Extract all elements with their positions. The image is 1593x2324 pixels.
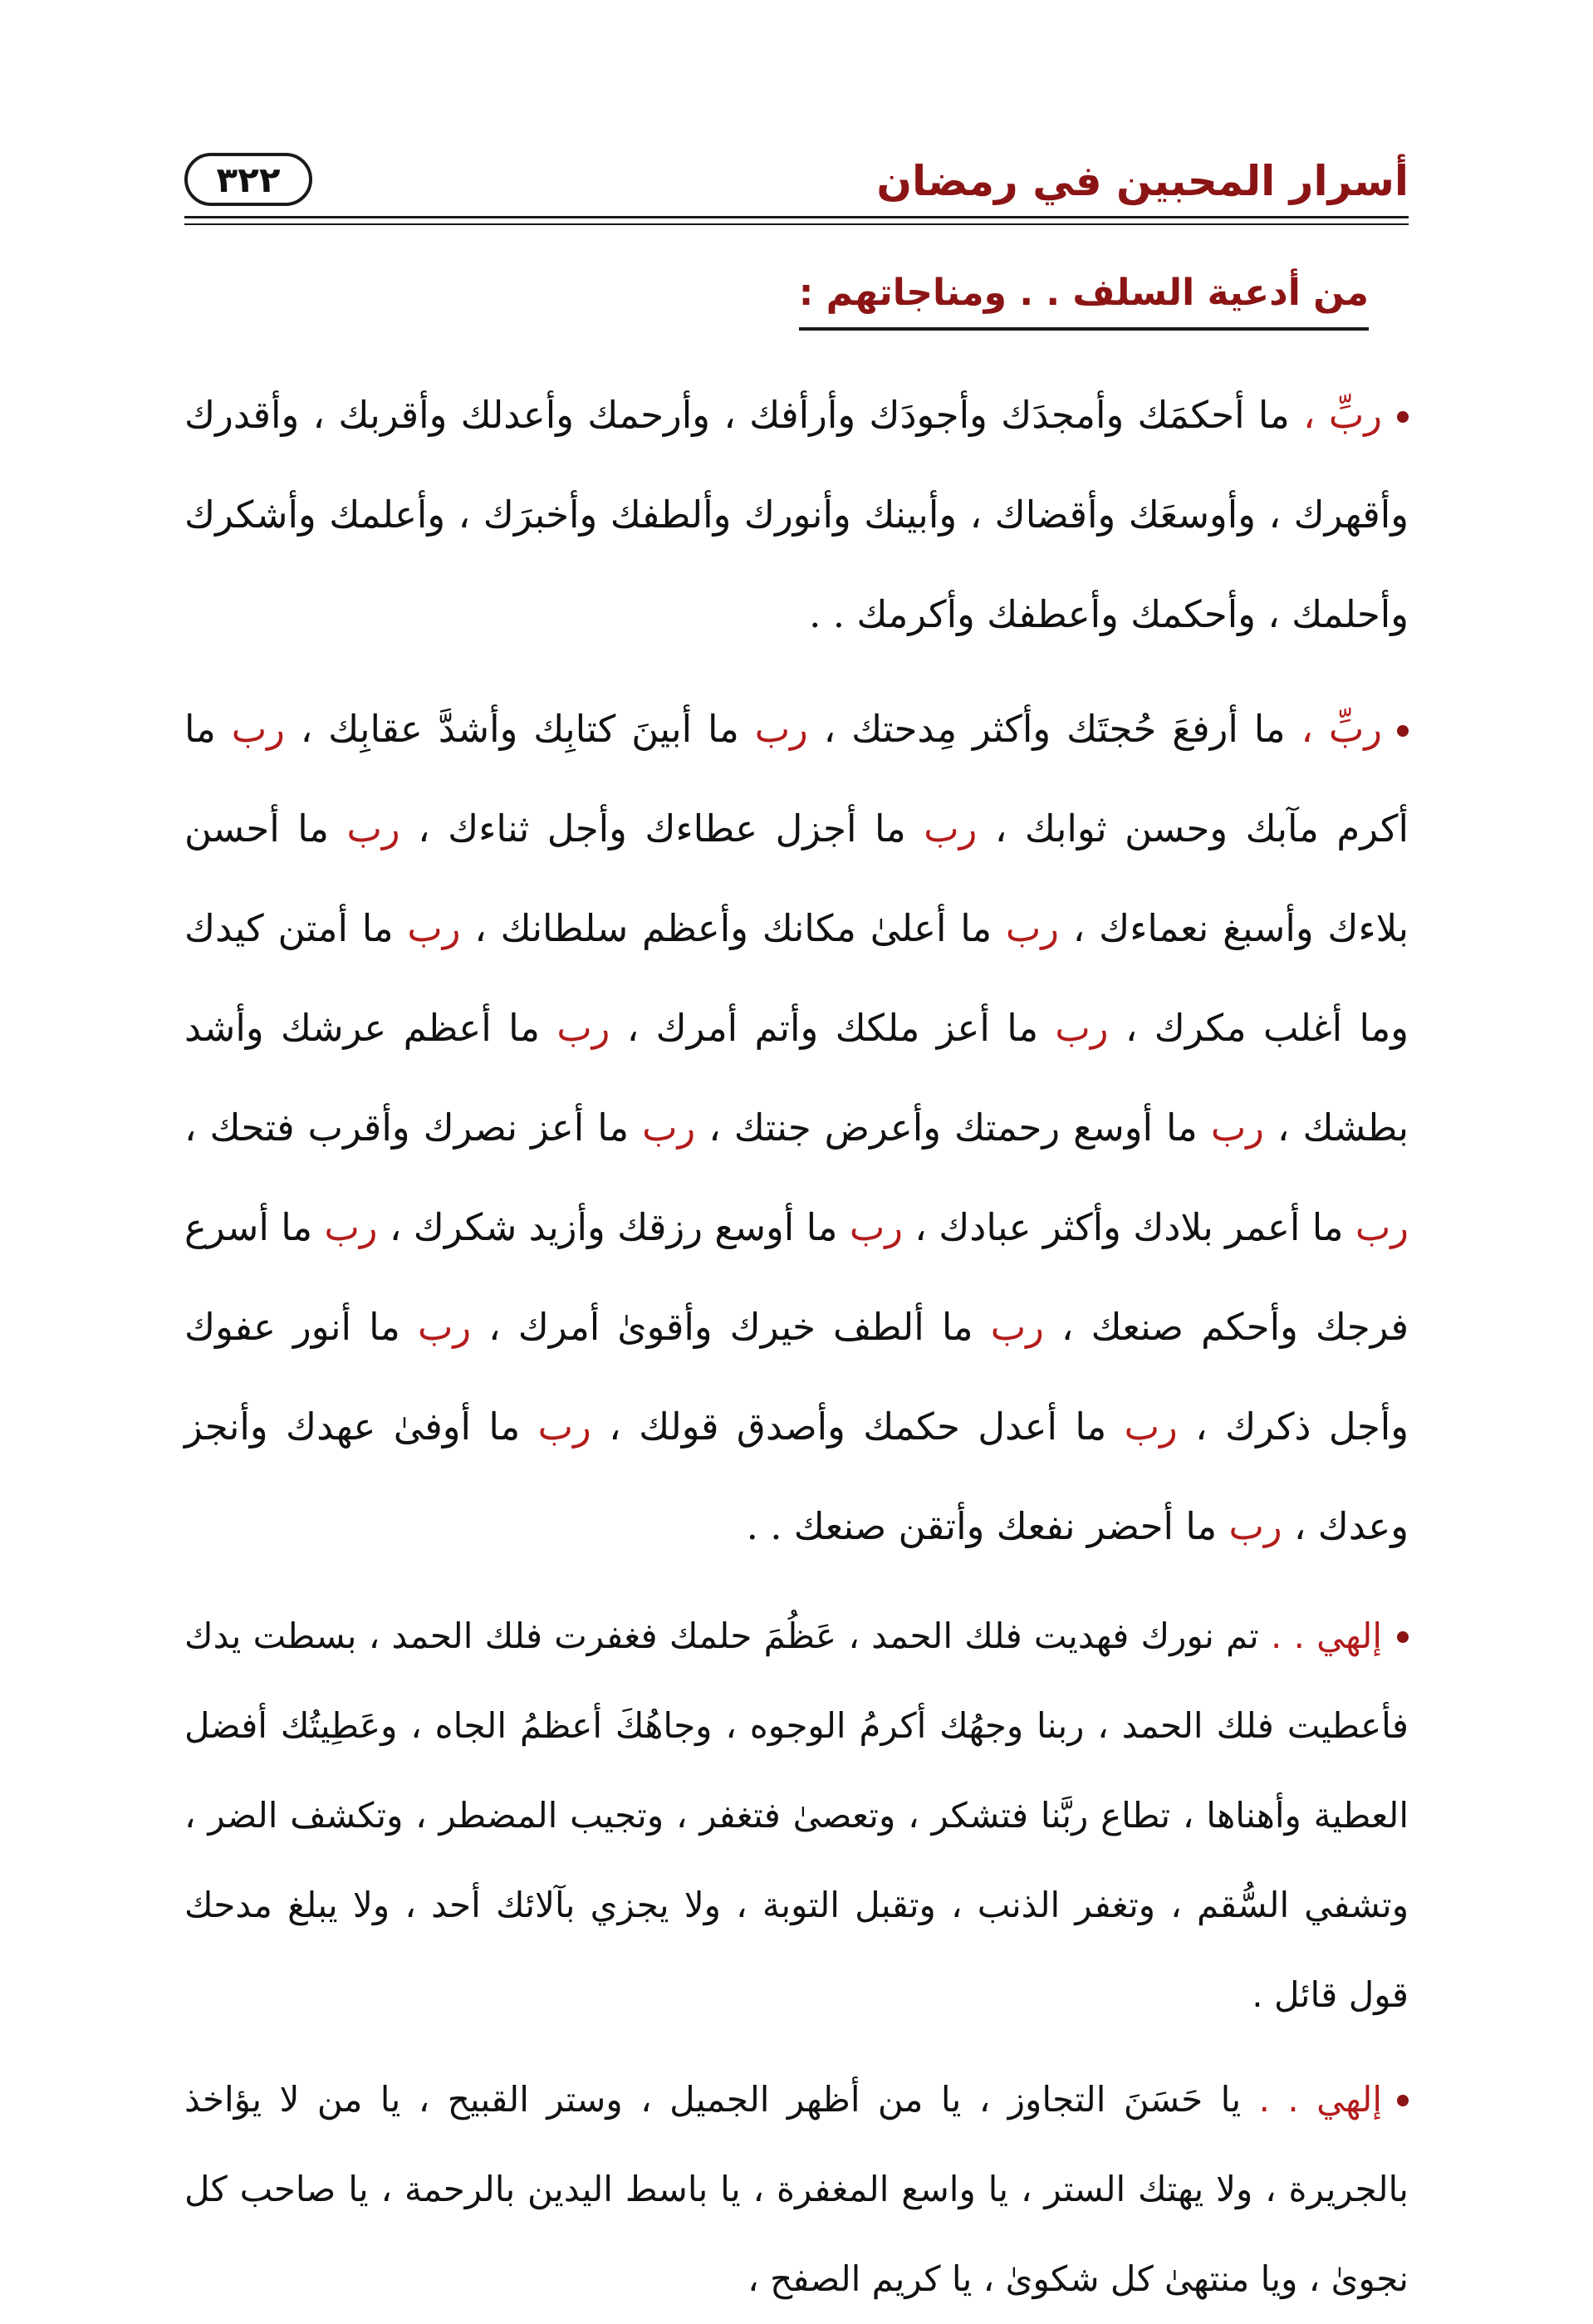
paragraph-4 <box>184 2055 1409 2324</box>
rabb-word: رب <box>1355 1205 1409 1249</box>
rabb-word: رب <box>231 707 285 751</box>
header-rule-thin <box>184 223 1409 225</box>
clause: ما أحضر نفعك وأتقن صنعك . . <box>746 1504 1229 1548</box>
rabb-word: رب <box>1005 906 1059 950</box>
paragraph-2 <box>184 679 1409 1576</box>
clause: ما أعز نصرك وأقرب فتحك ، <box>184 1106 643 1150</box>
clause: ما أعز ملكك وأتم أمرك ، <box>610 1006 1056 1050</box>
page-number: ٣٢٢ <box>184 153 312 206</box>
book-title: أسرار المحبين في رمضان <box>876 157 1409 205</box>
section-heading: من أدعية السلف . . ومناجاتهم : <box>799 264 1369 331</box>
paragraph-1 <box>184 365 1409 664</box>
rabb-word: رب <box>1124 1405 1178 1449</box>
clause: ما أوسع رزقك وأزيد شكرك ، <box>377 1205 850 1249</box>
running-header <box>184 148 1409 231</box>
clause: ما أرفعَ حُجتَك وأكثر مِدحتك ، <box>807 707 1301 751</box>
bullet-icon <box>1397 725 1409 737</box>
bullet-icon <box>1397 411 1409 423</box>
rabb-word: رب <box>849 1205 903 1249</box>
paragraph-lead: إلهي . . <box>1270 1616 1383 1656</box>
clause: ما أعدل حكمك وأصدق قولك ، <box>591 1405 1125 1449</box>
bullet-icon <box>1397 2095 1409 2106</box>
rabb-word: رب <box>1210 1106 1264 1150</box>
clause: ما أعظم عرشك وأشد بطشك ، <box>184 1006 1409 1150</box>
clause: ما أنور عفوك وأجل ذكرك ، <box>184 1305 1409 1449</box>
clause: ما ألطف خيرك وأقوىٰ أمرك ، <box>471 1305 991 1349</box>
rabb-word: رب <box>990 1305 1044 1349</box>
header-rule-thick <box>184 216 1409 218</box>
paragraph-lead: إلهي . . <box>1258 2079 1383 2120</box>
clause: ما أبينَ كتابِك وأشدَّ عقابِك ، <box>284 707 755 751</box>
rabb-word: رب <box>407 906 461 950</box>
clause: ما أسرع فرجك وأحكم صنعك ، <box>184 1205 1409 1349</box>
rabb-word: رب <box>642 1106 696 1150</box>
clause: ما أوسع رحمتك وأعرض جنتك ، <box>695 1106 1211 1150</box>
clause: ما أحسن بلاءك وأسبغ نعماءك ، <box>184 807 1409 950</box>
paragraph-text: تم نورك فهديت فلك الحمد ، عَظُمَ حلمك فغفرت فلك الحمد ، بسطت يدك فأعطيت فلك الحمد ، ربنا وجهُك أكرمُ الوجوه ، وجاهُكَ أعظمُ الجاه ، وعَطِيتُك أفضل العطية وأهناها ، تطاع ربَّنا فتشكر ، وتعصىٰ فتغفر ، وتجيب المضطر ، وتكشف الضر ، وتشفي السُّقم ، وتغفر الذنب ، وتقبل التوبة ، ولا يجزي بآلائك أحد ، ولا يبلغ مدحك قول قائل . <box>184 1616 1409 2015</box>
paragraph-text: ما أحكمَك وأمجدَك وأجودَك وأرأفك ، وأرحمك وأعدلك وأقربك ، وأقدرك وأقهرك ، وأوسعَك وأقضاك ، وأبينك وأنورك وألطفك وأخبرَك ، وأعلمك وأشكرك وأحلمك ، وأحكمك وأعطفك وأكرمك . . <box>184 393 1409 636</box>
clause: ما أعلىٰ مكانك وأعظم سلطانك ، <box>460 906 1006 950</box>
rabb-word: رب <box>324 1205 378 1249</box>
clause: ما أجزل عطاءك وأجل ثناءك ، <box>399 807 924 851</box>
rabb-word: رب <box>537 1405 591 1449</box>
clause: ما أعمر بلادك وأكثر عبادك ، <box>902 1205 1355 1249</box>
paragraph-lead: ربِّ ، <box>1303 393 1382 437</box>
rabb-word: رب <box>346 807 400 851</box>
clause: ما أوفىٰ عهدك وأنجز وعدك ، <box>184 1405 1409 1548</box>
rabb-word: رب <box>418 1305 472 1349</box>
paragraph-text: يا حَسَنَ التجاوز ، يا من أظهر الجميل ، وستر القبيح ، يا من لا يؤاخذ بالجريرة ، ولا يهتك الستر ، يا واسع المغفرة ، يا باسط اليدين بالرحمة ، يا صاحب كل نجوىٰ ، ويا منتهىٰ كل شكوىٰ ، يا كريم الصفح ، <box>184 2079 1409 2299</box>
rabb-word: رب <box>754 707 808 751</box>
bullet-icon <box>1397 1631 1409 1643</box>
rabb-word: رب <box>924 807 978 851</box>
page-body <box>184 365 1409 2299</box>
rabb-word: رب <box>1228 1504 1282 1548</box>
clause: ما أكرم مآبك وحسن ثوابك ، <box>184 707 1409 851</box>
paragraph-lead: ربِّ ، <box>1301 707 1382 751</box>
clause: ما أمتن كيدك وما أغلب مكرك ، <box>184 906 1409 1050</box>
paragraph-3 <box>184 1591 1409 2040</box>
rabb-word: رب <box>1055 1006 1109 1050</box>
rabb-word: رب <box>556 1006 610 1050</box>
